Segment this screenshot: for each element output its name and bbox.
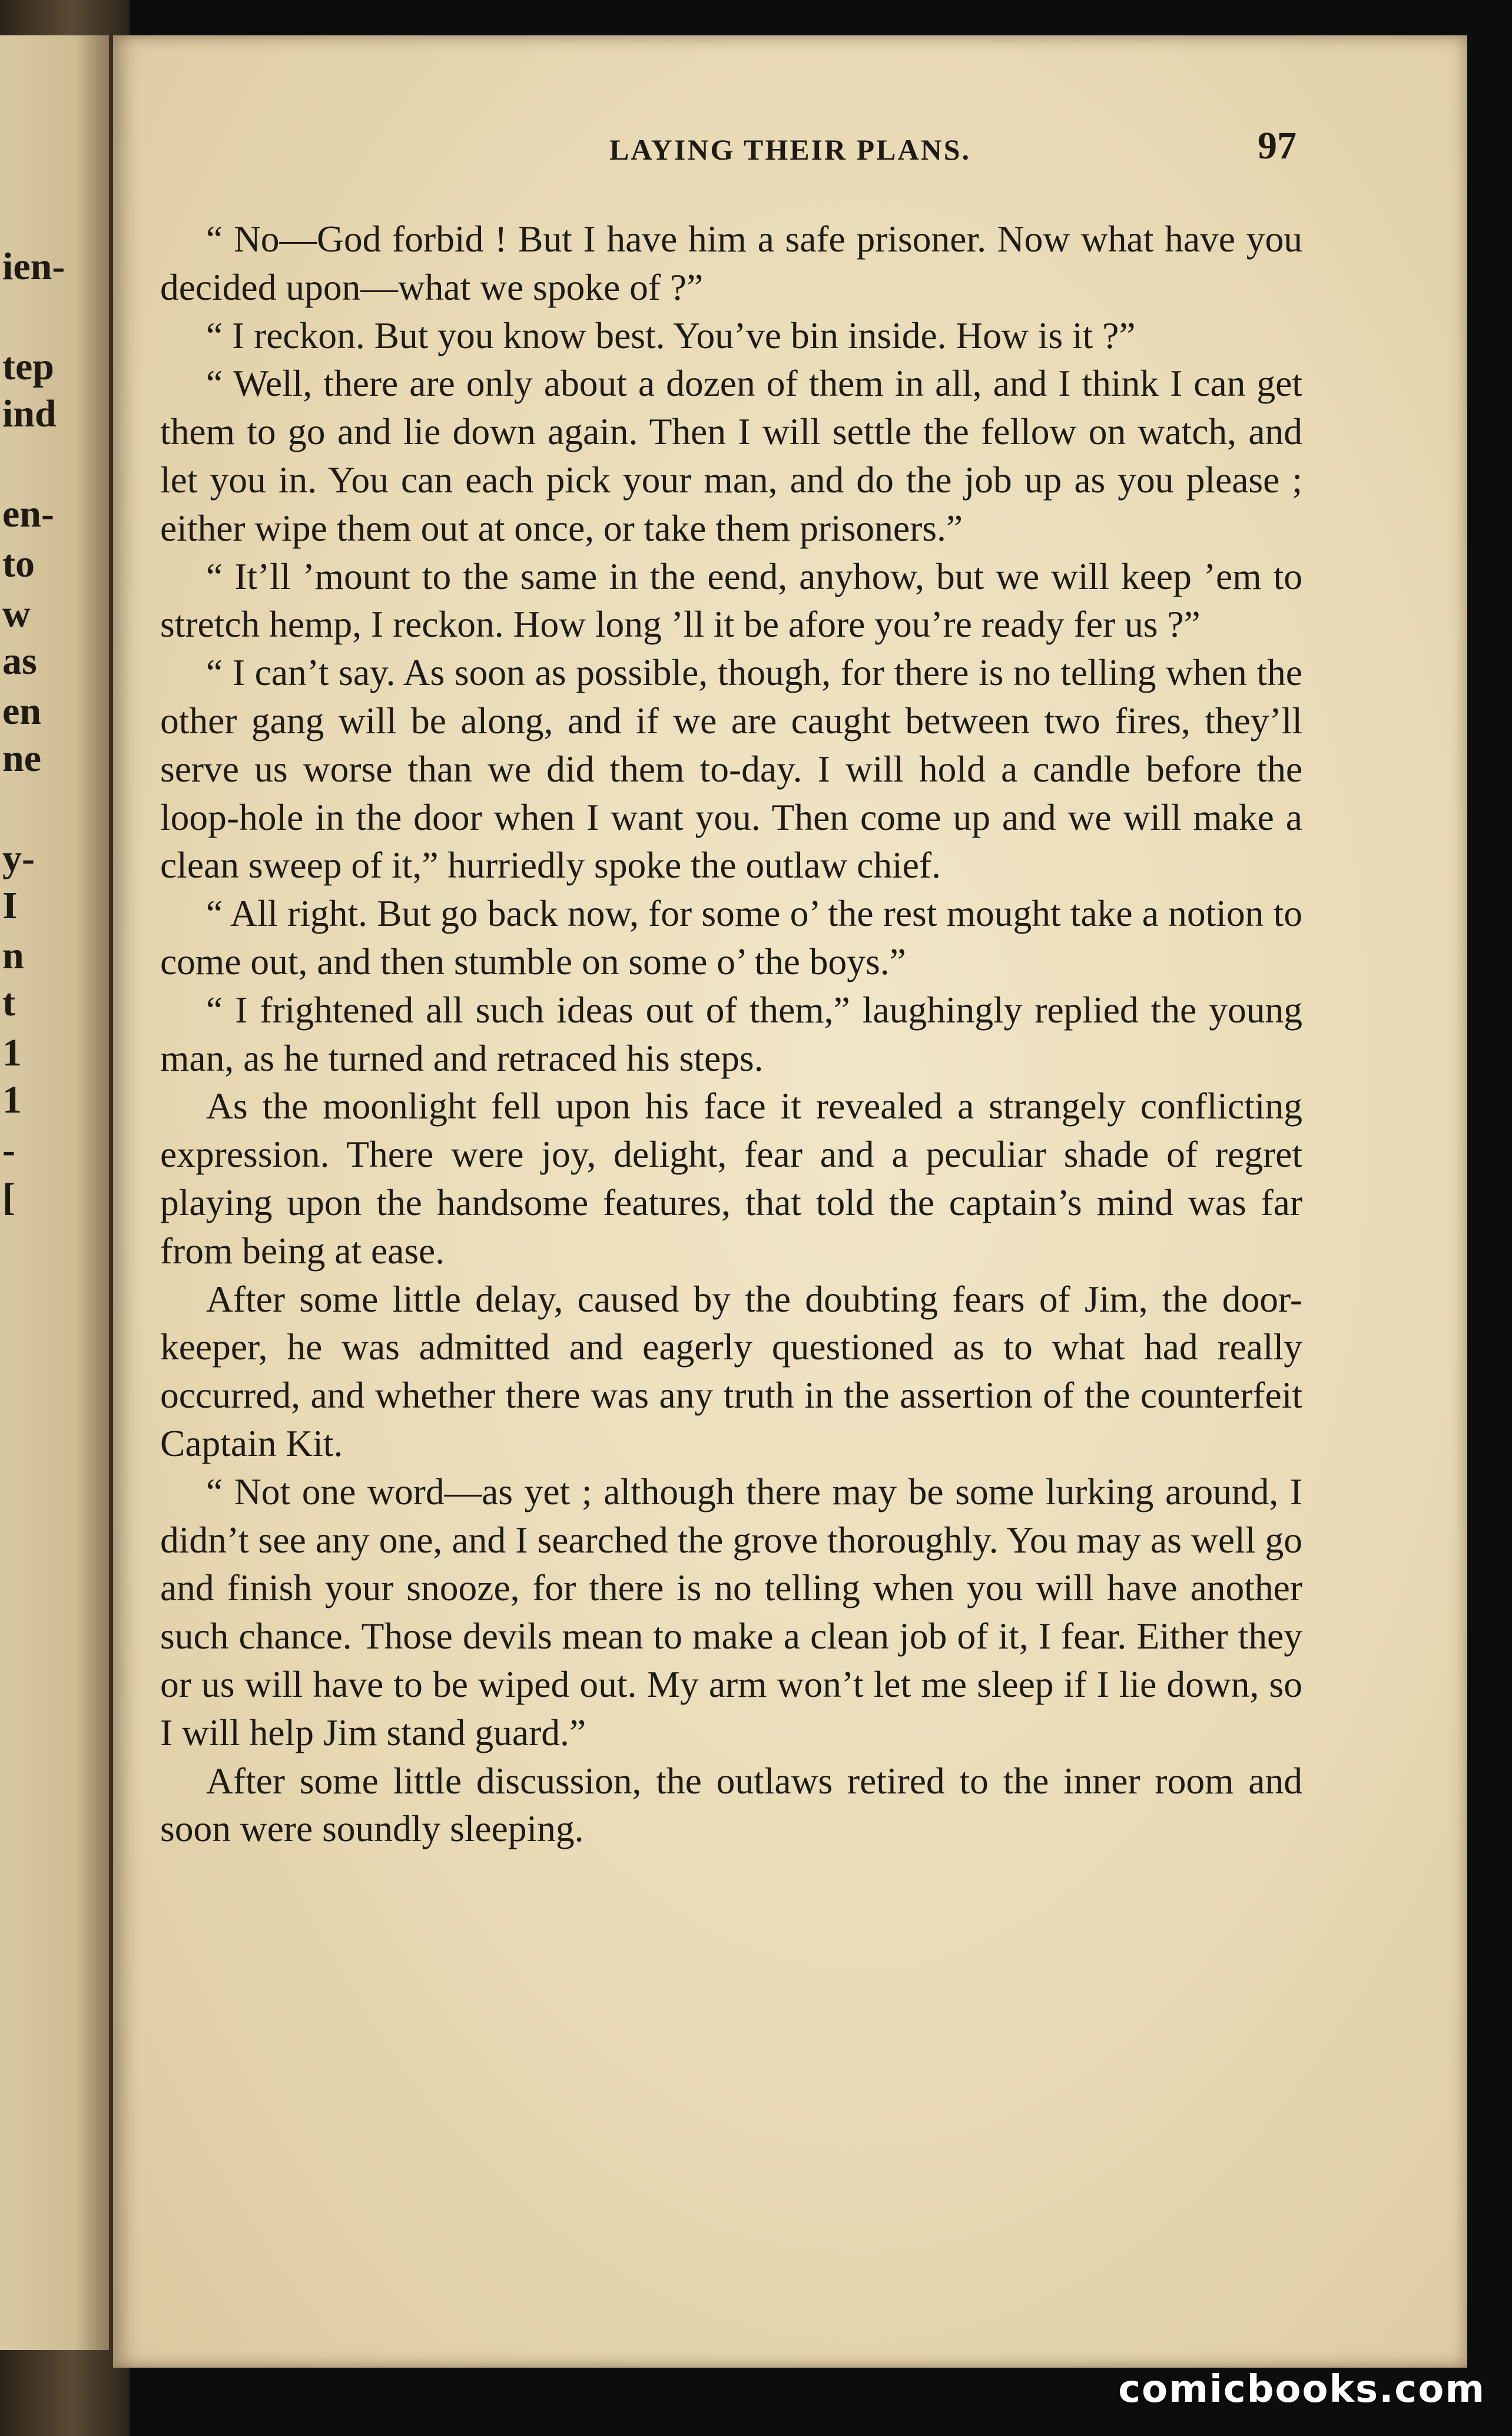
previous-page-fragment: [ — [2, 1176, 15, 1219]
previous-page-fragment: 1 — [2, 1031, 22, 1074]
paragraph: After some little delay, caused by the doubting fears of Jim, the door-keeper, he was admitted and eagerly questioned as to what had really occurred, and whether there was any truth in the assertion of the counterfeit Captain Kit. — [160, 1277, 1302, 1464]
previous-page-fragment: ien- — [2, 245, 65, 288]
previous-page-fragment: ind — [2, 392, 57, 435]
previous-page-fragment: as — [2, 640, 37, 683]
paragraph: After some little discussion, the outlaws retired to the inner room and soon were soundly sleeping. — [160, 1759, 1302, 1850]
book-page — [113, 35, 1467, 2368]
paragraph: “ It’ll ’mount to the same in the eend, anyhow, but we will keep ’em to stretch hemp, I reckon. How long ’ll it be afore you’re ready fer us ?” — [160, 555, 1302, 646]
previous-page-fragment: t — [2, 981, 15, 1024]
previous-page-fragment: - — [2, 1128, 15, 1171]
previous-page-fragment: en — [2, 690, 41, 733]
page-number: 97 — [1258, 124, 1297, 167]
site-watermark: comicbooks.com — [1118, 2368, 1486, 2411]
previous-page-fragment: I — [2, 884, 18, 927]
previous-page-fragment: en- — [2, 492, 54, 535]
paragraph: “ No—God forbid ! But I have him a safe prisoner. Now what have you decided upon—what we spoke of ?” — [160, 218, 1302, 308]
paragraph: “ Not one word—as yet ; although there may be some lurking around, I didn’t see any one, and I searched the grove thoroughly. You may as well go and finish your snooze, for there is no telling when you will have another such chance. Those devils mean to make a clean job of it, I fear. Either they or us will have to be wiped out. My arm won’t let me sleep if I lie down, so I will help Jim stand guard.” — [160, 1470, 1302, 1753]
previous-page-fragment: to — [2, 542, 35, 585]
previous-page-fragment: ne — [2, 737, 41, 780]
previous-page-edge — [0, 35, 112, 2350]
paragraph: As the moonlight fell upon his face it revealed a strangely conflicting expression. There were joy, delight, fear and a peculiar shade of regret playing upon the handsome features, that told the captain’s mind was far from being at ease. — [160, 1085, 1302, 1272]
paragraph: “ Well, there are only about a dozen of them in all, and I think I can get them to go and lie down again. Then I will settle the fellow on watch, and let you in. You can each pick your man, and do the job up as you please ; either wipe them out at once, or take them prisoners.” — [160, 362, 1302, 549]
previous-page-fragment: n — [2, 934, 24, 977]
body-text — [160, 215, 1302, 1853]
running-head: LAYING THEIR PLANS. — [609, 133, 971, 166]
previous-page-fragment: w — [2, 593, 31, 636]
paragraph: “ I reckon. But you know best. You’ve bin inside. How is it ?” — [206, 314, 1136, 356]
paragraph: “ I can’t say. As soon as possible, though, for there is no telling when the other gang will be along, and if we are caught between two fires, they’ll serve us worse than we did them to-day. I will hold a candle before the loop-hole in the door when I want you. Then come up and we will make a clean sweep of it,” hurriedly spoke the outlaw chief. — [160, 651, 1302, 886]
paragraph: “ I frightened all such ideas out of them,” laughingly replied the young man, as he turned and retraced his steps. — [160, 988, 1302, 1079]
previous-page-fragment: 1 — [2, 1078, 22, 1121]
previous-page-fragment: tep — [2, 345, 54, 388]
previous-page-fragment: y- — [2, 837, 35, 880]
paragraph: “ All right. But go back now, for some o’ the rest mought take a notion to come out, and then stumble on some o’ the boys.” — [160, 892, 1302, 982]
